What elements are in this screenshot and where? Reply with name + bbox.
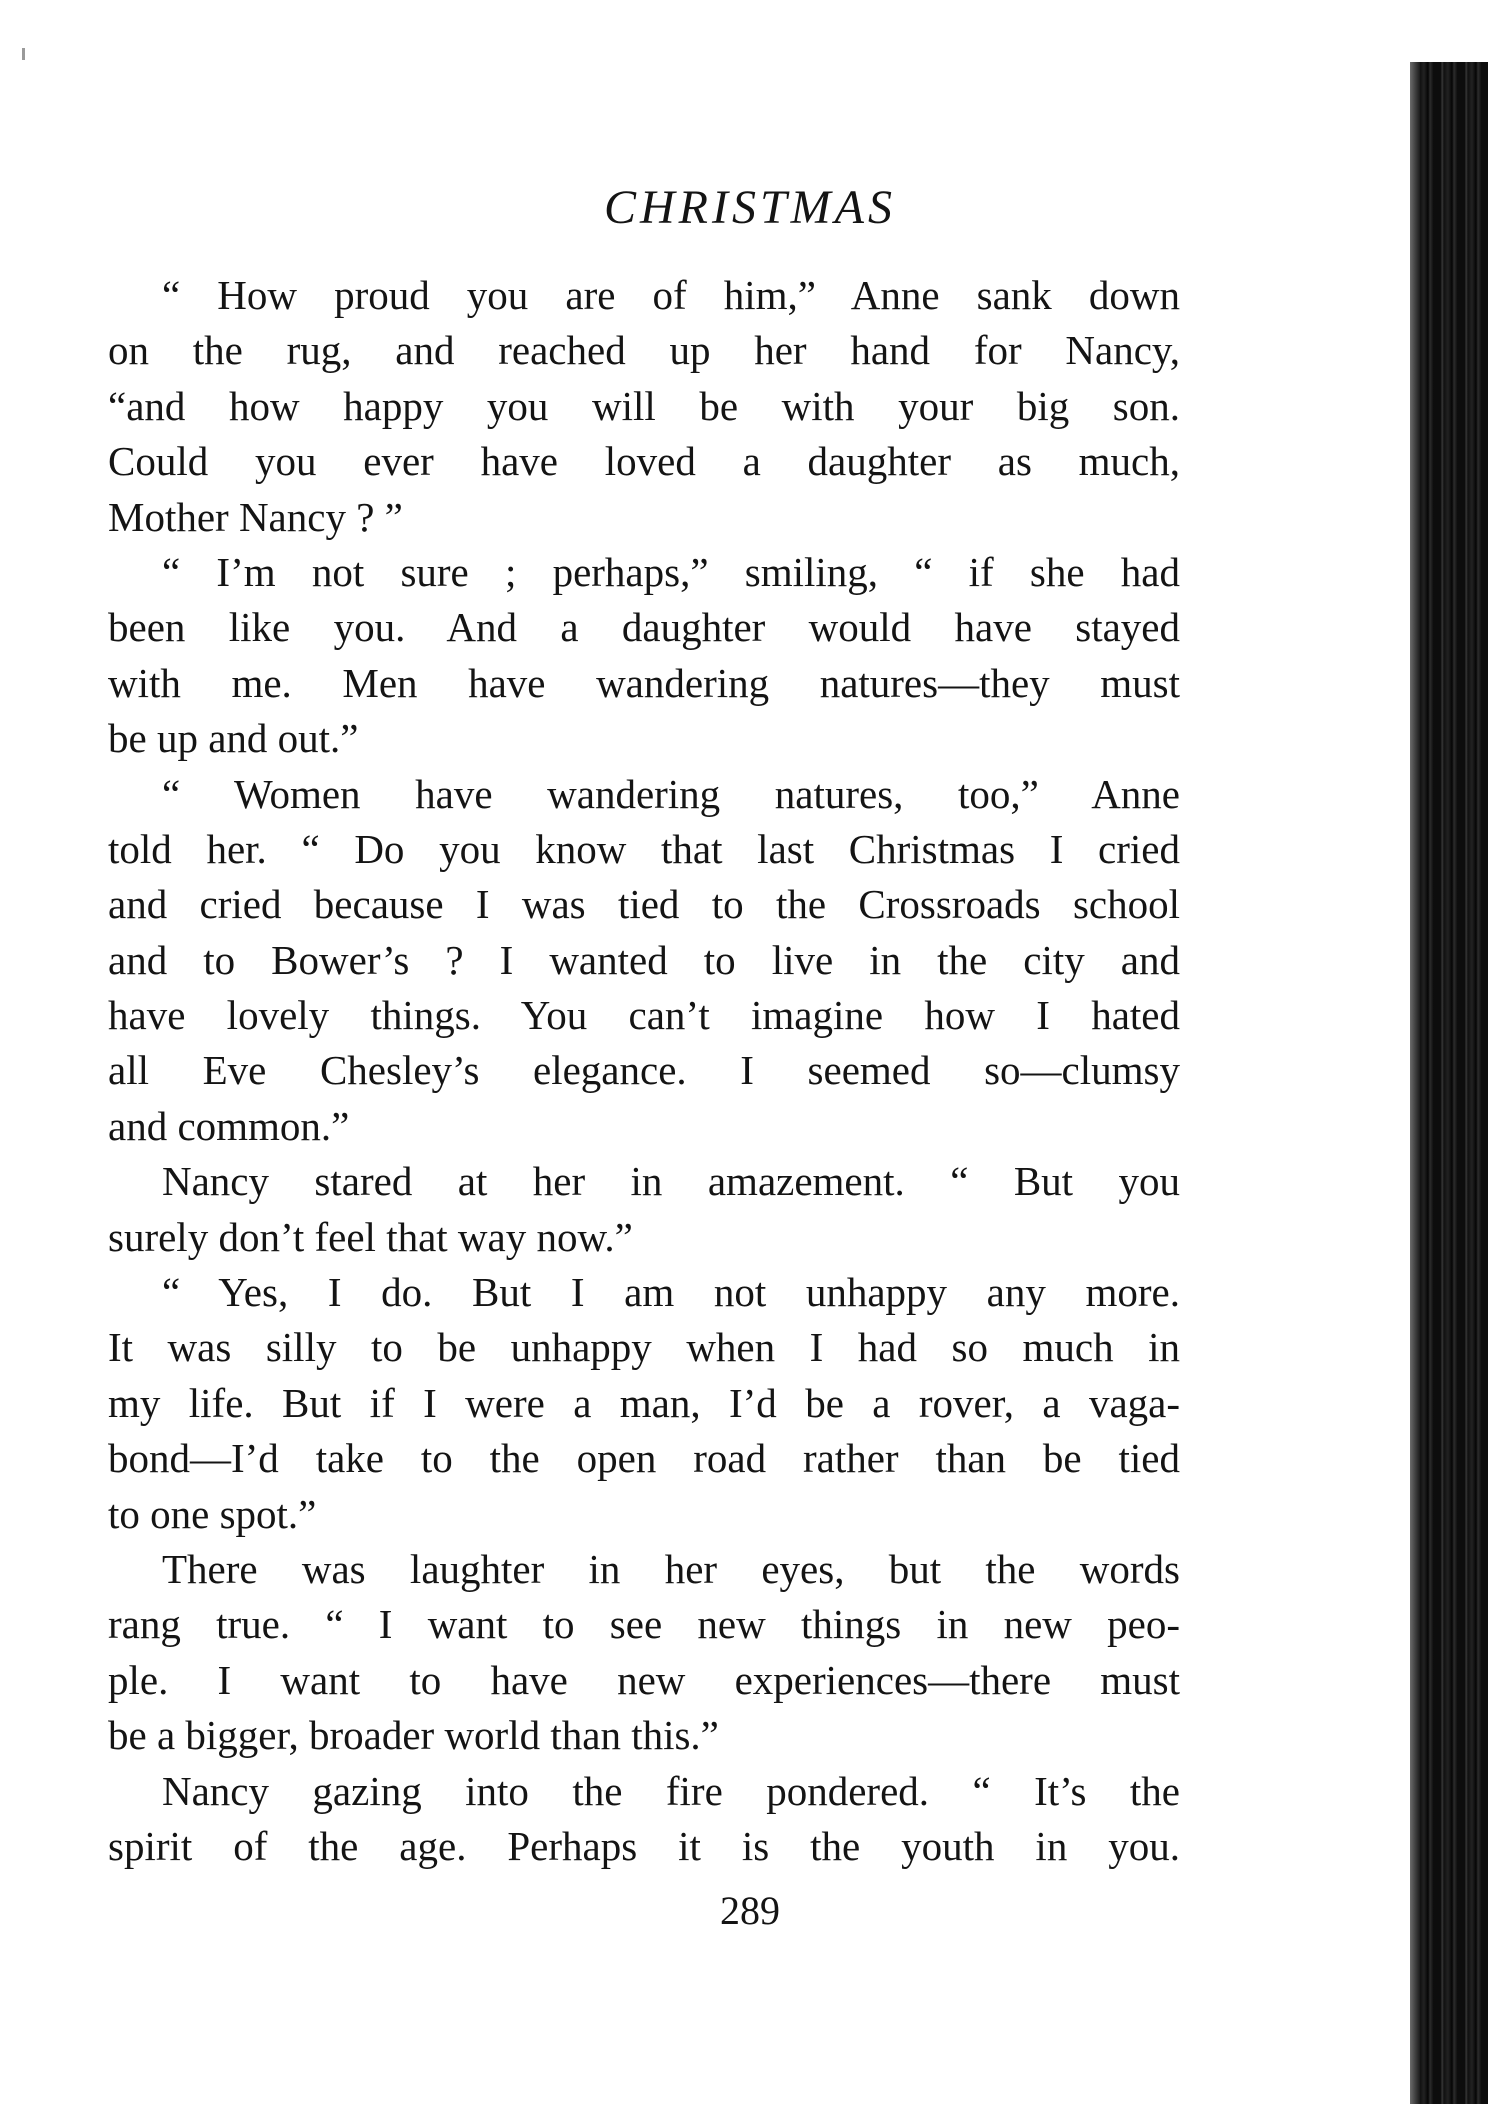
paragraph xyxy=(108,545,1180,767)
text-line: “ How proud you are of him,” Anne sank down xyxy=(162,272,1180,318)
text-line: “ Yes, I do. But I am not unhappy any more. xyxy=(162,1269,1180,1316)
page-number: 289 xyxy=(720,1888,780,1933)
text-line: Nancy gazing into the fire pondered. “ It’s the xyxy=(162,1767,1180,1814)
running-head: CHRISTMAS xyxy=(604,181,896,234)
text-line: surely don’t feel that way now.” xyxy=(108,1213,633,1260)
scan-speck xyxy=(22,48,25,60)
text-line: bond—I’d take to the open road rather than be tied xyxy=(108,1435,1180,1482)
text-line: be up and out.” xyxy=(108,715,359,762)
paragraph xyxy=(108,767,1180,1155)
text-line: all Eve Chesley’s elegance. I seemed so—clumsy xyxy=(108,1047,1180,1094)
text-line: There was laughter in her eyes, but the words xyxy=(162,1545,1180,1592)
text-line: Could you ever have loved a daughter as much, xyxy=(108,438,1180,485)
text-line: and common.” xyxy=(108,1102,350,1149)
paragraph xyxy=(108,1154,1180,1265)
text-line: be a bigger, broader world than this.” xyxy=(108,1712,719,1759)
paragraph xyxy=(108,1764,1180,1875)
text-line: “and how happy you will be with your big son. xyxy=(108,382,1180,429)
text-line: “ Women have wandering natures, too,” Anne xyxy=(162,770,1180,817)
body-text xyxy=(108,268,1180,1874)
text-line: my life. But if I were a man, I’d be a rover, a vaga- xyxy=(108,1379,1180,1426)
text-line: ple. I want to have new experiences—there must xyxy=(108,1656,1180,1703)
text-line: and to Bower’s ? I wanted to live in the city and xyxy=(108,936,1180,983)
text-line: been like you. And a daughter would have stayed xyxy=(108,604,1180,651)
paragraph xyxy=(108,1542,1180,1764)
paragraph xyxy=(108,268,1180,545)
text-line: and cried because I was tied to the Crossroads school xyxy=(108,881,1180,928)
text-line: rang true. “ I want to see new things in new peo- xyxy=(108,1601,1180,1648)
book-binding-edge xyxy=(1410,62,1488,2104)
text-line: “ I’m not sure ; perhaps,” smiling, “ if she had xyxy=(162,548,1180,595)
text-line: with me. Men have wandering natures—they must xyxy=(108,659,1180,706)
text-line: to one spot.” xyxy=(108,1490,317,1537)
text-line: told her. “ Do you know that last Christmas I cried xyxy=(108,825,1180,872)
text-line: on the rug, and reached up her hand for Nancy, xyxy=(108,327,1180,374)
text-line: It was silly to be unhappy when I had so much in xyxy=(108,1324,1180,1371)
text-line: have lovely things. You can’t imagine how I hated xyxy=(108,992,1180,1039)
text-line: spirit of the age. Perhaps it is the youth in you. xyxy=(108,1822,1180,1869)
text-line: Nancy stared at her in amazement. “ But you xyxy=(162,1158,1180,1205)
paragraph xyxy=(108,1265,1180,1542)
text-line: Mother Nancy ? ” xyxy=(108,493,403,540)
